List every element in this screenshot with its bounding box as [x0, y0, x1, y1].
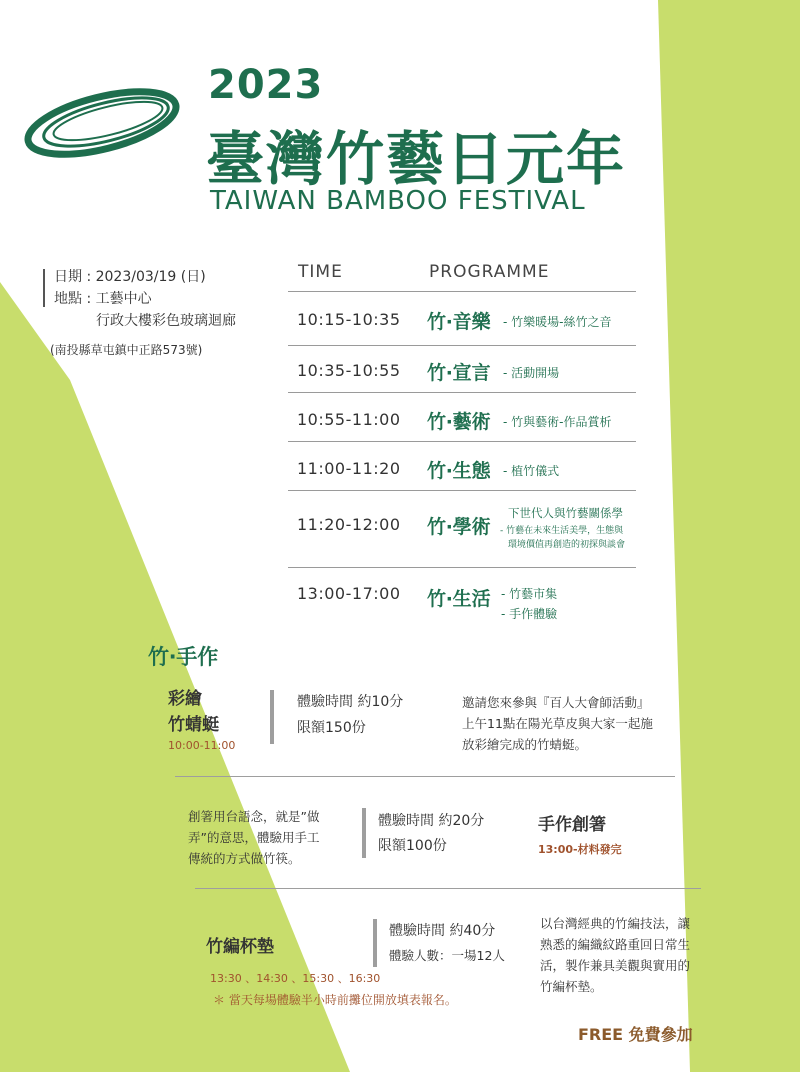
schedule-time: 10:15-10:35 — [297, 310, 401, 329]
schedule-programme: 竹‧學術 — [427, 516, 491, 538]
event-address: (南投縣草屯鎮中正路573號) — [50, 343, 203, 357]
event-info — [54, 266, 236, 332]
schedule-desc: 下世代人與竹藝關係學 — [508, 506, 623, 520]
activity-quota: 限額150份 — [297, 720, 366, 736]
activity-duration: 體驗時間 約40分 — [389, 923, 496, 939]
activity-name: 手作創箸 — [538, 815, 606, 835]
schedule-time: 10:35-10:55 — [297, 361, 401, 380]
schedule-time: 11:20-12:00 — [297, 515, 401, 534]
schedule-divider — [288, 441, 636, 442]
schedule-divider — [288, 291, 636, 292]
festival-title-chinese: 臺灣竹藝日元年 — [206, 125, 627, 193]
festival-title-english: TAIWAN BAMBOO FESTIVAL — [210, 186, 586, 216]
schedule-desc-detail: - 竹藝在未來生活美學，生態與 — [500, 526, 624, 536]
schedule-divider — [288, 490, 636, 491]
activity-accent-bar — [362, 808, 366, 858]
schedule-desc: - 活動開場 — [503, 366, 560, 380]
schedule-time: 11:00-11:20 — [297, 459, 401, 478]
event-date: 日期 : 2023/03/19 (日) — [54, 269, 206, 285]
info-accent-bar — [43, 269, 45, 307]
activity-divider — [195, 888, 701, 889]
event-place-detail: 行政大樓彩色玻璃迴廊 — [96, 313, 236, 329]
activity-quota: 限額100份 — [378, 838, 447, 854]
activity-accent-bar — [373, 919, 377, 967]
schedule-divider — [288, 392, 636, 393]
registration-note: ＊ 當天每場體驗半小時前攤位開放填表報名。 — [213, 993, 457, 1007]
activity-accent-bar — [270, 690, 274, 744]
schedule-divider — [288, 345, 636, 346]
activity-duration: 體驗時間 約10分 — [297, 694, 404, 710]
activity-name: 彩繪 竹蜻蜓 — [168, 689, 219, 735]
activity-blurb: 創箸用台語念，就是”做 弄”的意思，體驗用手工 傳統的方式做竹筷。 — [188, 809, 320, 866]
free-admission-label: FREE 免費參加 — [578, 1025, 693, 1044]
schedule-desc: - 植竹儀式 — [503, 464, 560, 478]
schedule-programme: 竹‧藝術 — [427, 411, 491, 433]
activity-blurb: 以台灣經典的竹編技法，讓 熟悉的編織紋路重回日常生 活，製作兼具美觀與實用的 竹編杯墊。 — [540, 916, 691, 994]
event-place: 地點 : 工藝中心 — [54, 291, 152, 307]
lime-shape-left — [0, 282, 350, 1072]
schedule-programme: 竹‧生態 — [427, 460, 491, 482]
schedule-desc: - 竹樂暖場-絲竹之音 — [503, 315, 612, 329]
festival-year: 2023 — [208, 62, 324, 108]
schedule-desc: - 手作體驗 — [501, 607, 558, 621]
schedule-desc-detail: 環境價值再創造的初探與談會 — [508, 540, 626, 550]
schedule-programme: 竹‧生活 — [427, 588, 491, 610]
activity-divider — [175, 776, 675, 777]
activity-name: 竹編杯墊 — [206, 937, 274, 957]
bamboo-ring-logo — [22, 78, 182, 168]
handcraft-title: 竹‧手作 — [148, 645, 219, 669]
activity-quota: 體驗人數：一場12人 — [389, 948, 505, 963]
schedule-divider — [288, 567, 636, 568]
schedule-programme: 竹‧宣言 — [427, 362, 491, 384]
activity-time: 13:30 、14:30 、15:30 、16:30 — [210, 972, 381, 985]
schedule-desc: - 竹與藝術-作品賞析 — [503, 415, 612, 429]
schedule-time: 13:00-17:00 — [297, 584, 401, 603]
schedule-programme: 竹‧音樂 — [427, 311, 491, 333]
schedule-time: 10:55-11:00 — [297, 410, 401, 429]
programme-header: PROGRAMME — [429, 262, 550, 282]
activity-time: 13:00-材料發完 — [538, 843, 622, 856]
schedule-desc: - 竹藝市集 — [501, 587, 558, 601]
activity-duration: 體驗時間 約20分 — [378, 813, 485, 829]
lime-shape-right — [658, 0, 800, 1072]
time-header: TIME — [298, 262, 343, 282]
activity-blurb: 邀請您來參與『百人大會師活動』 上午11點在陽光草皮與大家一起施 放彩繪完成的竹蜻蜓。 — [462, 695, 653, 752]
activity-time: 10:00-11:00 — [168, 739, 236, 752]
